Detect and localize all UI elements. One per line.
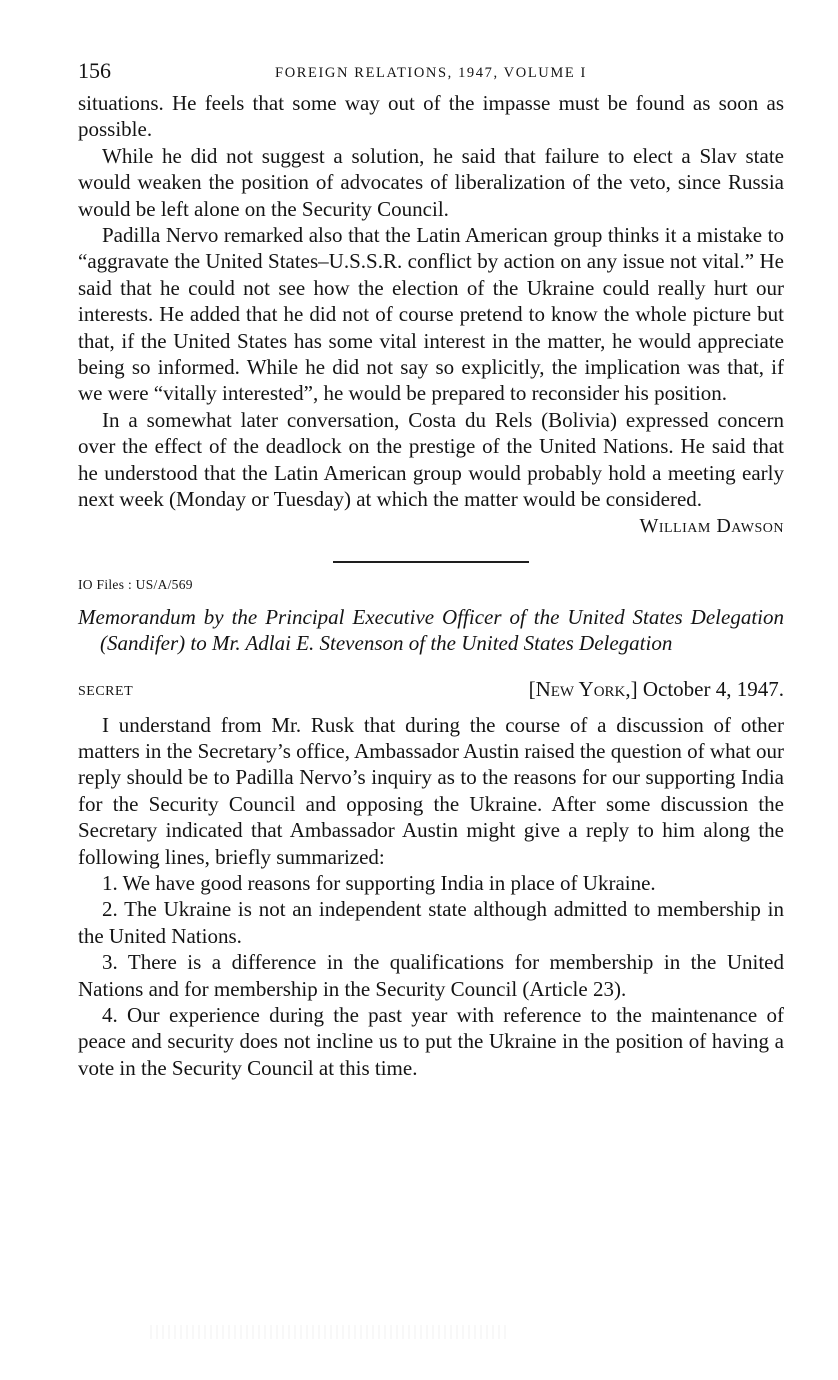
signature: William Dawson	[639, 514, 784, 537]
running-head-title: FOREIGN RELATIONS, 1947, VOLUME I	[275, 65, 587, 81]
classification-label: SECRET	[78, 683, 134, 699]
scan-artifact	[150, 1325, 510, 1339]
date-line	[529, 676, 784, 702]
list-item: 1. We have good reasons for supporting India in place of Ukraine.	[102, 870, 656, 895]
list-item: 3. There is a difference in the qualifications for membership in the United Nations and for membership in the Security Council (Article 23).	[78, 950, 784, 1001]
memo-intro-paragraph: I understand from Mr. Rusk that during the course of a discussion of other matters in the Secretary’s office, Ambassador Austin raised the question of what our reply should be to Padilla Nervo’s inquiry as to the reasons for our supporting India for the Security Council and opposing the Ukraine. After some discussion the Secretary indicated that Ambassador Austin might give a reply to him along the following lines, briefly summarized:	[78, 712, 784, 869]
first-document	[78, 90, 784, 539]
file-reference: IO Files : US/A/569	[78, 576, 193, 592]
paragraph: While he did not suggest a solution, he said that failure to elect a Slav state would weaken the position of advocates of liberalization of the veto, since Russia would be left alone on the Security Council.	[78, 143, 784, 221]
document-page	[78, 56, 784, 1081]
second-document	[78, 576, 784, 1082]
date-value: October 4, 1947.	[642, 676, 784, 701]
document-title: Memorandum by the Principal Executive Officer of the United States Delegation (Sandifer) to Mr. Adlai E. Stevenson of the United States Delegation	[78, 604, 784, 655]
date-place: [New York,]	[528, 676, 638, 701]
list-item: 2. The Ukraine is not an independent state although admitted to membership in the United Nations.	[78, 897, 784, 948]
paragraph: Padilla Nervo remarked also that the Latin American group thinks it a mistake to “aggravate the United States–U.S.S.R. conflict by action on any issue not vital.” He said that he could not see how the election of the Ukraine could really hurt our interests. He added that he did not of course pretend to know the whole picture but that, if the United States has some vital interest in the matter, he would appreciate being so informed. While he did not say so explicitly, the implication was that, if we were “vitally interested”, he would be prepared to reconsider his position.	[78, 223, 784, 406]
dateline	[78, 676, 784, 706]
page-number: 156	[78, 58, 111, 83]
paragraph-continuation: situations. He feels that some way out of the impasse must be found as soon as possible.	[78, 91, 784, 142]
list-item: 4. Our experience during the past year with reference to the maintenance of peace and security does not incline us to put the Ukraine in the position of having a vote in the Security Council at this time.	[78, 1002, 784, 1080]
running-head	[78, 56, 784, 90]
section-divider	[333, 561, 529, 563]
paragraph: In a somewhat later conversation, Costa du Rels (Bolivia) expressed concern over the effect of the deadlock on the prestige of the United Nations. He said that he understood that the Latin American group would probably hold a meeting early next week (Monday or Tuesday) at which the matter would be considered.	[78, 407, 784, 512]
